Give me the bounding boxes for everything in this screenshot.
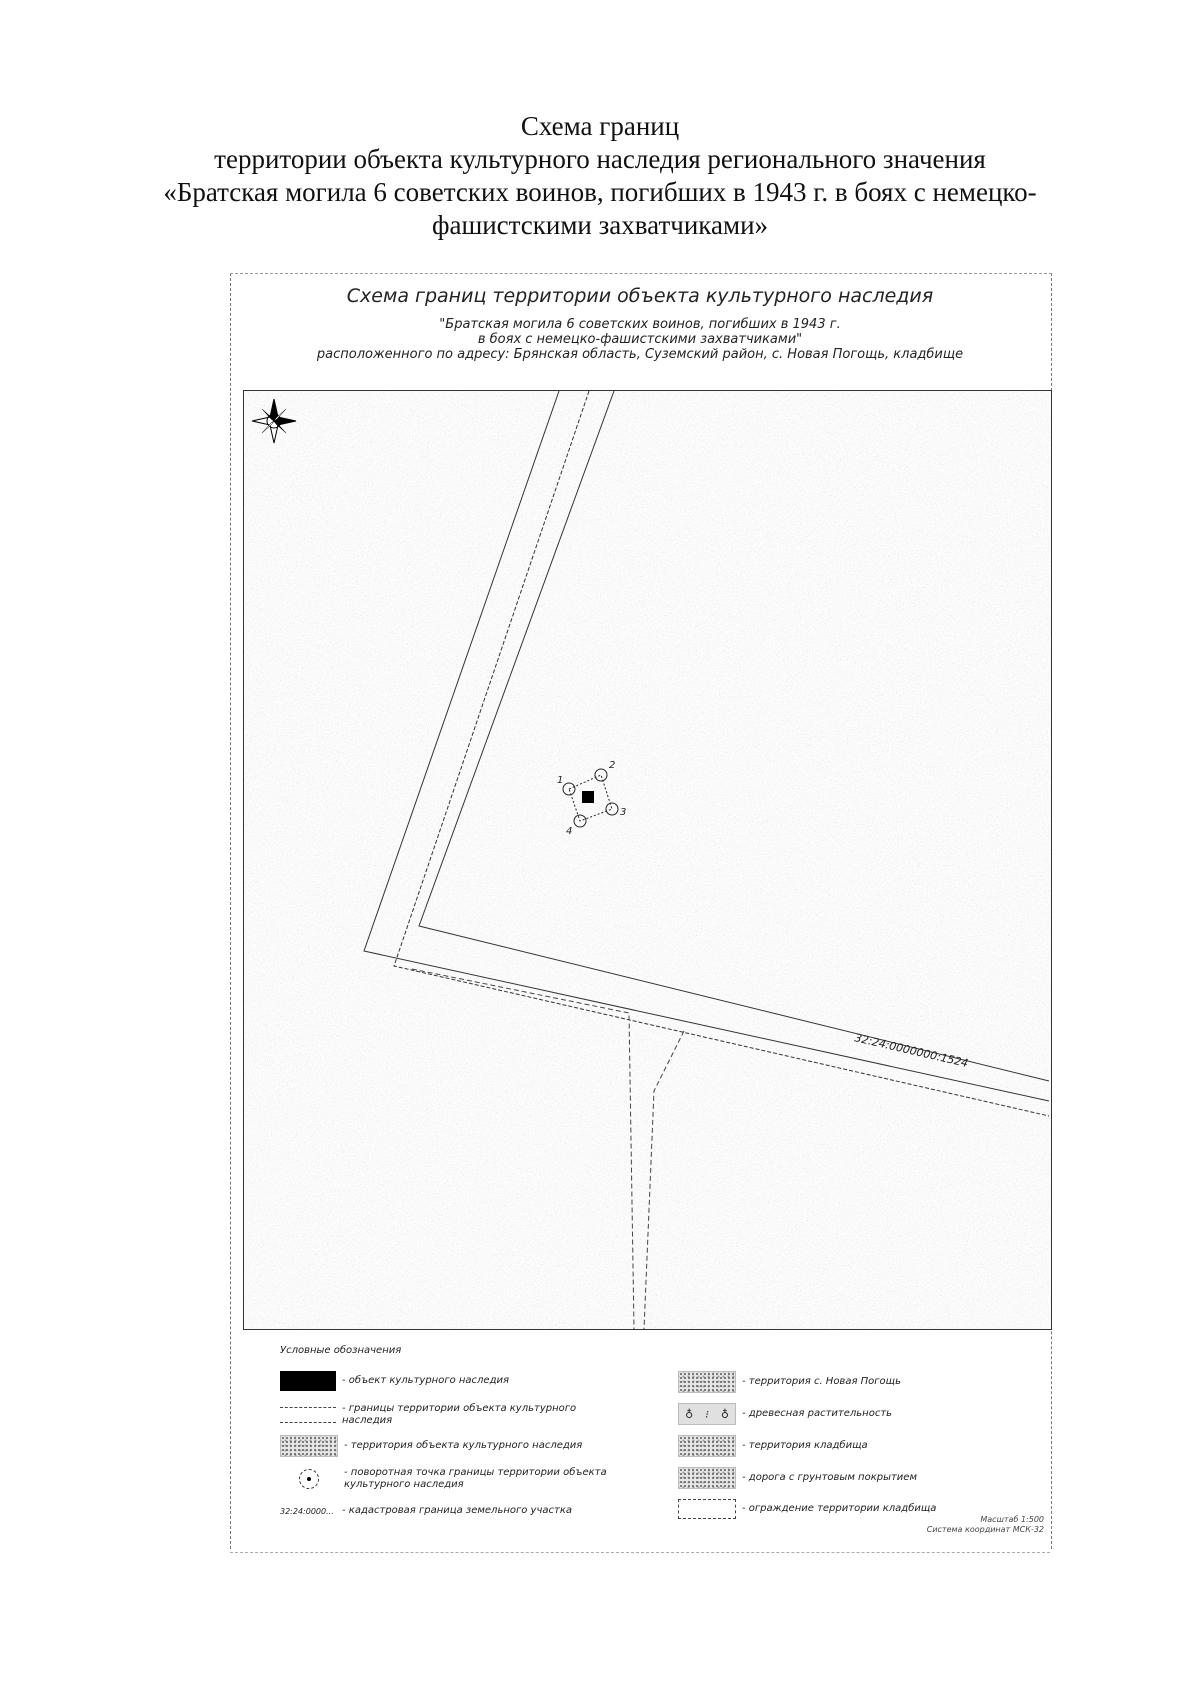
scheme-title: Схема границ территории объекта культурного наследия [346, 285, 934, 307]
bottom-border [230, 1552, 1050, 1553]
territory-swatch [280, 1435, 338, 1457]
road-swatch [678, 1467, 736, 1489]
legend-title: Условные обозначения [280, 1345, 402, 1356]
legend-item-village: - территория с. Новая Погощь [678, 1371, 901, 1393]
point-label-4: 4 [566, 826, 573, 837]
object-swatch [280, 1371, 336, 1391]
cadastral-number-label: 32:24:0000000:1524 [853, 1031, 970, 1071]
cemetery-swatch [678, 1435, 736, 1457]
title-line-3: «Братская могила 6 советских воинов, погибших в 1943 г. в боях с немецко- [163, 177, 1037, 207]
tree-icon: ♁ ⁝ ♁ [678, 1403, 736, 1425]
crs-label: Система координат МСК-32 [926, 1525, 1044, 1534]
scheme-subtitle-2: в боях с немецко-фашистскими захватчиками" [477, 332, 803, 347]
legend-item-cadastral: 32:24:0000... - кадастровая граница земельного участка [280, 1505, 572, 1516]
point-label-2: 2 [609, 760, 616, 771]
legend-item-boundary: - границы территории объекта культурного наследия [280, 1403, 622, 1427]
scale-label: Масштаб 1:500 [980, 1515, 1044, 1524]
legend-item-vegetation: ♁ ⁝ ♁ - древесная растительность [678, 1403, 892, 1425]
map-canvas [244, 391, 1051, 1329]
point-label-1: 1 [557, 775, 564, 786]
legend-item-object: - объект культурного наследия [280, 1371, 509, 1391]
title-line-2: территории объекта культурного наследия регионального значения [214, 144, 986, 174]
legend-item-road: - дорога с грунтовым покрытием [678, 1467, 917, 1489]
page-title [100, 110, 1100, 242]
title-line-4: фашистскими захватчиками» [431, 210, 769, 240]
scheme-header [250, 285, 1030, 362]
boundary-swatch [280, 1405, 336, 1425]
legend-item-cemetery: - территория кладбища [678, 1435, 868, 1457]
scheme-subtitle-1: "Братская могила 6 советских воинов, погибших в 1943 г. [439, 317, 841, 332]
map-area[interactable] [243, 390, 1052, 1330]
map-footer [927, 1515, 1044, 1535]
fence-swatch [678, 1499, 736, 1519]
point-label-3: 3 [620, 807, 627, 818]
map-background-texture [244, 391, 1051, 1329]
title-line-1: Схема границ [520, 111, 680, 141]
legend [258, 1345, 1048, 1545]
legend-item-turn-point: - поворотная точка границы территории объекта культурного наследия [280, 1467, 624, 1491]
scheme-address: расположенного по адресу: Брянская область, Суземский район, с. Новая Погощь, кладбище [316, 347, 964, 362]
village-swatch [678, 1371, 736, 1393]
turn-point-icon [299, 1469, 319, 1489]
legend-item-territory: - территория объекта культурного наследия [280, 1435, 582, 1457]
heritage-object[interactable] [582, 791, 594, 803]
legend-item-fence: - ограждение территории кладбища [678, 1499, 936, 1519]
